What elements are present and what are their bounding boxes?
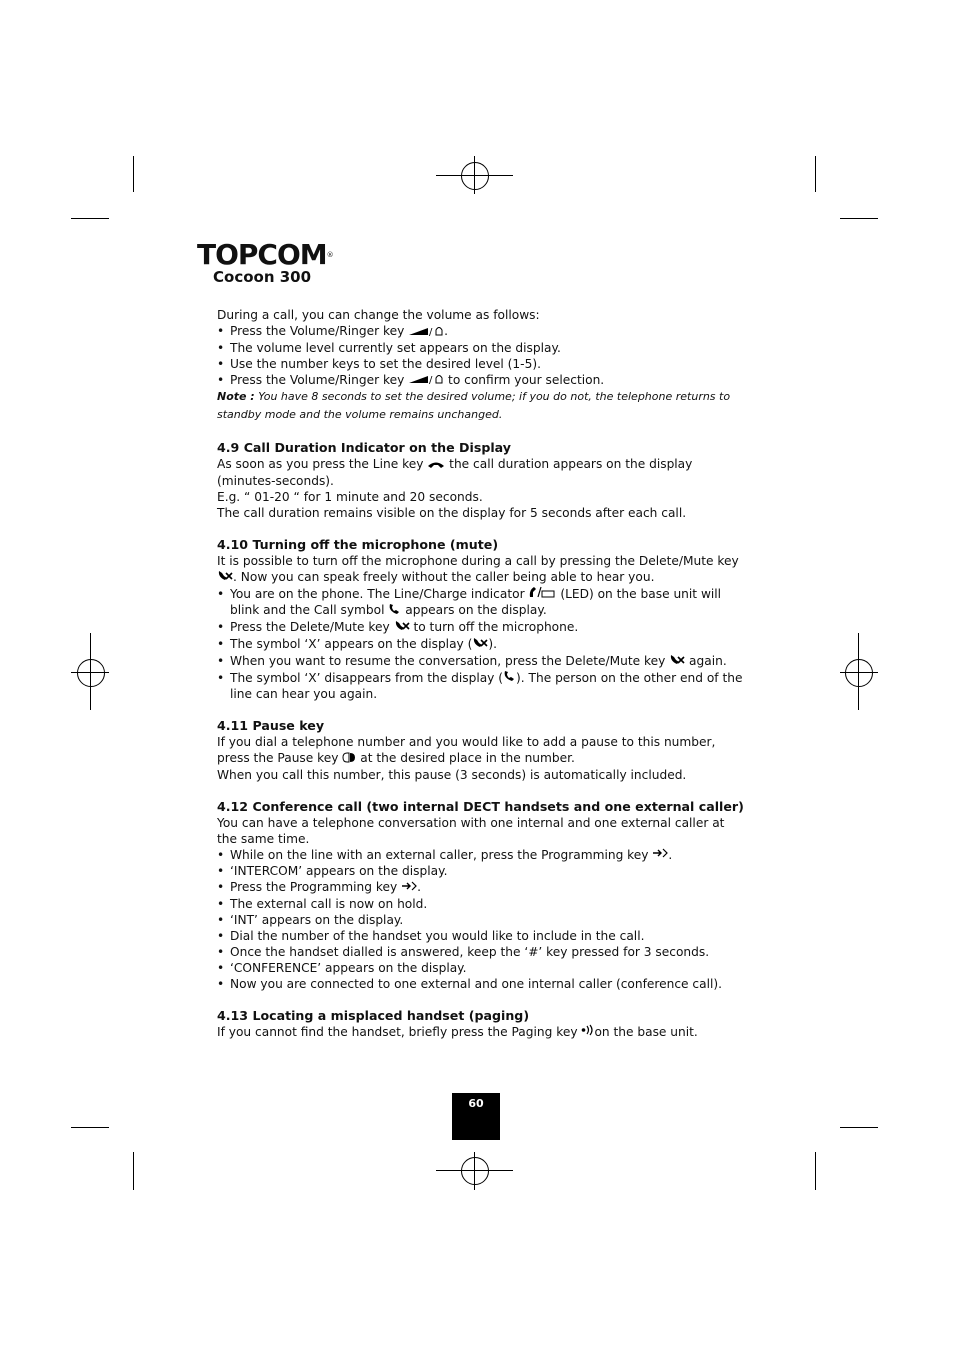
list-item: • ‘INT’ appears on the display. xyxy=(217,912,747,928)
crop-mark xyxy=(133,1152,134,1190)
list-item: • The external call is now on hold. xyxy=(217,896,747,912)
delete-mute-key-icon xyxy=(669,653,685,670)
section-4-9-text: The call duration remains visible on the display for 5 seconds after each call. xyxy=(217,505,687,520)
list-item: • Use the number keys to set the desired level (1-5). xyxy=(217,356,747,372)
section-4-9-text: E.g. “ 01-20 “ for 1 minute and 20 seconds. xyxy=(217,489,483,504)
delete-mute-key-icon xyxy=(217,569,233,586)
list-item: • Now you are connected to one external and one internal caller (conference call). xyxy=(217,976,747,992)
section-4-9-title: 4.9 Call Duration Indicator on the Display xyxy=(217,440,511,455)
mute-steps xyxy=(217,586,747,703)
list-item: • Press the Volume/Ringer key / to confirm your selection. xyxy=(217,372,747,389)
paging-key-icon xyxy=(581,1024,594,1040)
topcom-logo: TOPCOM® xyxy=(197,238,334,271)
crop-mark xyxy=(71,218,109,219)
svg-text:/: / xyxy=(429,326,433,336)
volume-note: Note : You have 8 seconds to set the desired volume; if you do not, the telephone returns to standby mode and the volume remains unchanged. xyxy=(217,390,731,421)
crop-mark xyxy=(840,218,878,219)
section-4-10-title: 4.10 Turning off the microphone (mute) xyxy=(217,536,499,552)
programming-key-icon xyxy=(401,880,417,896)
list-item: • Press the Programming key . xyxy=(217,879,747,896)
section-4-12-text: You can have a telephone conversation with one internal and one external caller at the same time. xyxy=(217,815,725,846)
list-item: • When you want to resume the conversation, press the Delete/Mute key again. xyxy=(217,653,747,670)
section-4-13-text: If you cannot find the handset, briefly press the Paging key on the base unit. xyxy=(217,1024,698,1039)
section-4-13-title: 4.13 Locating a misplaced handset (paging) xyxy=(217,1007,530,1023)
section-4-10-text: It is possible to turn off the microphone during a call by pressing the Delete/Mute key . Now you can speak freely without the caller being able to hear you. xyxy=(217,553,739,584)
list-item: • While on the line with an external caller, press the Programming key . xyxy=(217,847,747,864)
line-charge-indicator-icon xyxy=(528,586,556,602)
list-item: • Press the Delete/Mute key to turn off the microphone. xyxy=(217,619,747,636)
list-item: • The volume level currently set appears on the display. xyxy=(217,340,747,356)
volume-intro: During a call, you can change the volume as follows: xyxy=(217,308,540,322)
delete-mute-key-icon xyxy=(394,619,410,636)
list-item: • ‘CONFERENCE’ appears on the display. xyxy=(217,960,747,976)
section-4-11-title: 4.11 Pause key xyxy=(217,718,325,733)
pause-key-icon xyxy=(342,751,356,767)
page-number: 60 xyxy=(452,1093,500,1140)
volume-ringer-icon xyxy=(408,372,444,388)
list-item: • Dial the number of the handset you would like to include in the call. xyxy=(217,928,747,944)
list-item: • Press the Volume/Ringer key / . xyxy=(217,323,747,340)
section-4-11-text: When you call this number, this pause (3 seconds) is automatically included. xyxy=(217,767,687,782)
section-4-9-text: As soon as you press the Line key the call duration appears on the display (minutes-seconds). xyxy=(217,457,693,488)
section-4-11-text: If you dial a telephone number and you would like to add a pause to this number, press the Pause key at the desired place in the number. xyxy=(217,735,716,765)
list-item: • The symbol ‘X’ appears on the display ( ). xyxy=(217,636,747,653)
crop-mark xyxy=(840,1127,878,1128)
crop-mark xyxy=(815,156,816,192)
call-symbol-icon xyxy=(388,603,401,619)
crop-mark xyxy=(133,156,134,192)
manual-content xyxy=(217,307,747,1040)
section-4-12-title: 4.12 Conference call (two internal DECT handsets and one external caller) xyxy=(217,798,744,814)
muted-call-symbol-icon xyxy=(472,636,488,653)
list-item: • The symbol ‘X’ disappears from the display ( ). The person on the other end of the line can hear you again. xyxy=(217,670,747,703)
model-name: Cocoon 300 xyxy=(213,268,312,286)
svg-text:/: / xyxy=(429,375,433,384)
volume-ringer-icon xyxy=(408,324,444,340)
crop-mark xyxy=(71,1127,109,1128)
conference-steps xyxy=(217,847,747,992)
crop-mark xyxy=(815,1152,816,1190)
call-symbol-icon xyxy=(503,670,516,686)
list-item: • ‘INTERCOM’ appears on the display. xyxy=(217,863,747,879)
volume-steps xyxy=(217,323,747,388)
line-key-icon xyxy=(427,457,445,473)
list-item: • You are on the phone. The Line/Charge indicator (LED) on the base unit will blink and the Call symbol appears on the display. xyxy=(217,586,747,619)
programming-key-icon xyxy=(652,847,668,863)
list-item: • Once the handset dialled is answered, keep the ‘#’ key pressed for 3 seconds. xyxy=(217,944,747,960)
